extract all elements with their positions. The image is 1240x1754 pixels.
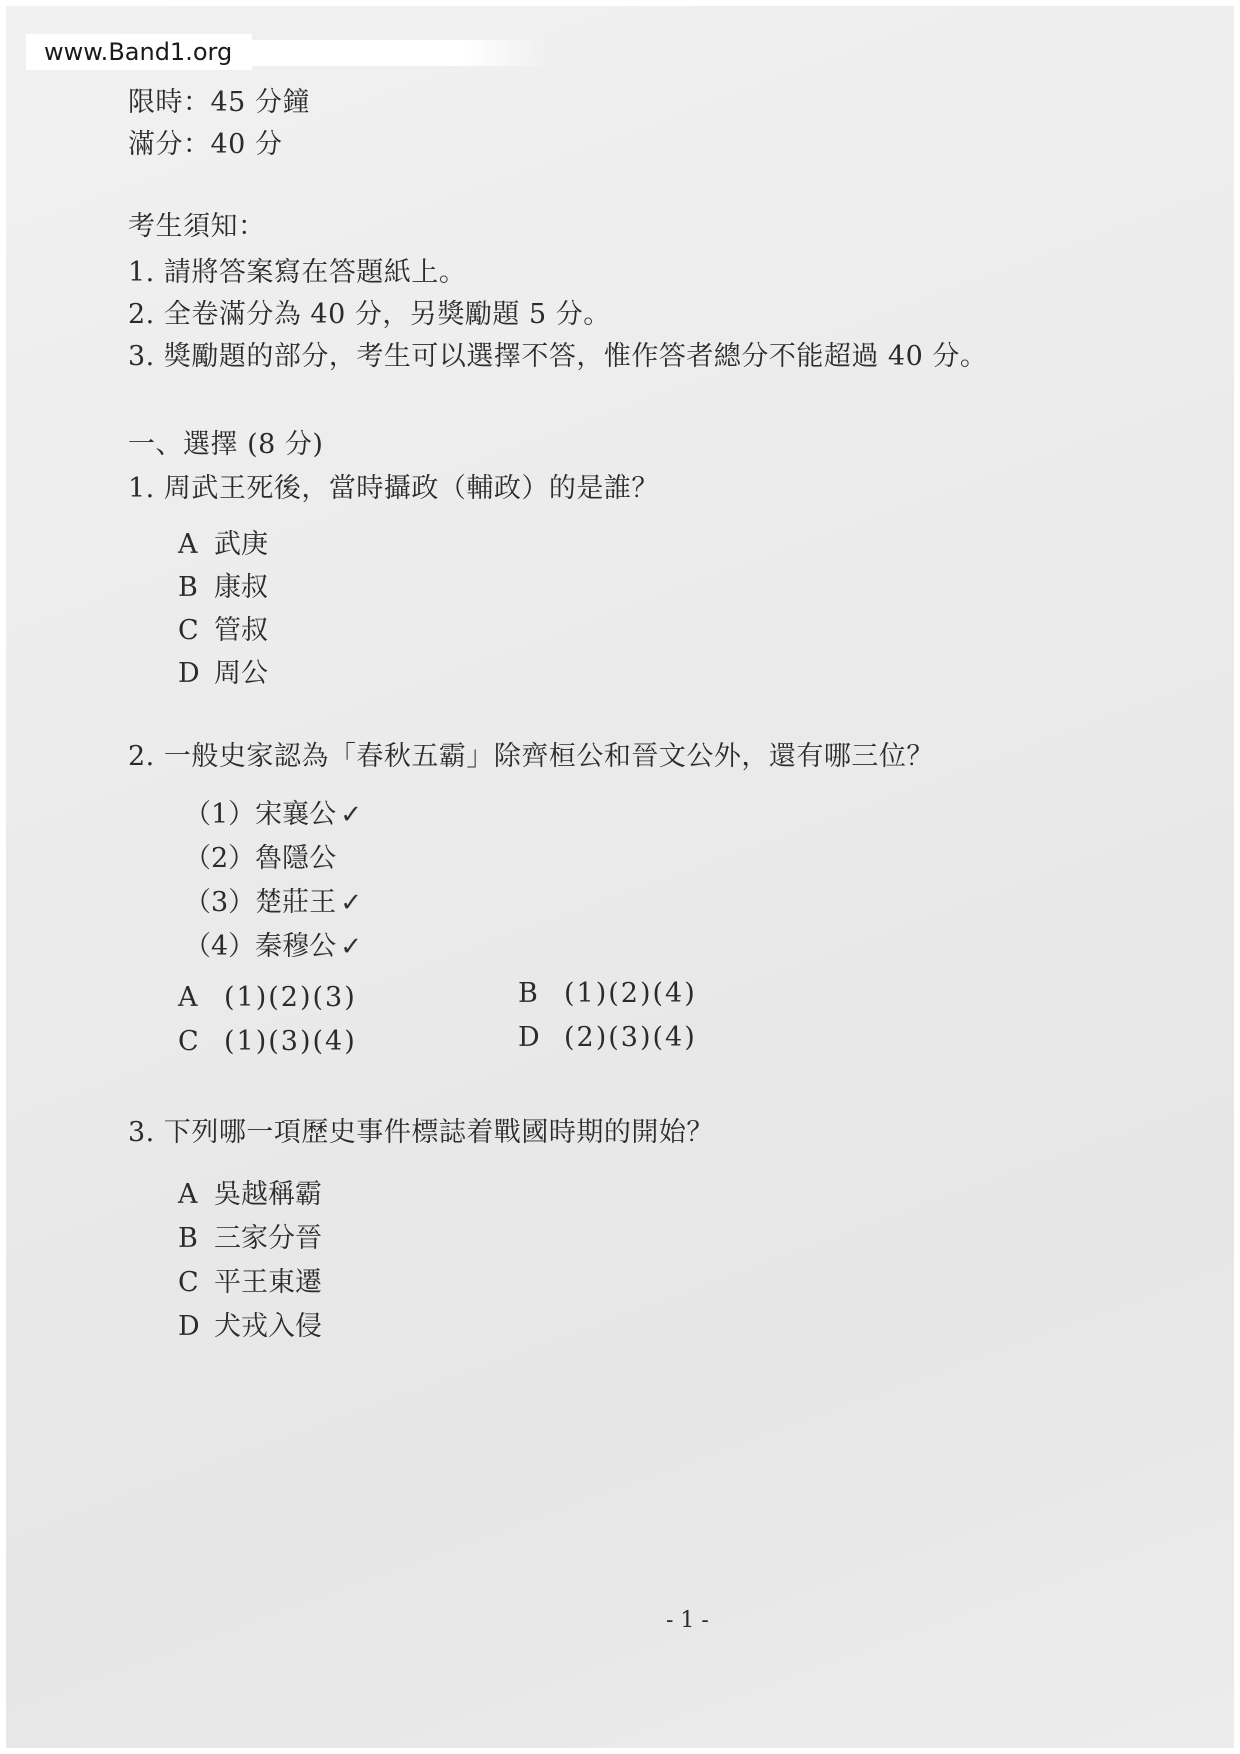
option-letter: C [178, 1267, 199, 1298]
option-text: 周公 [214, 658, 268, 689]
question-2-option-b [518, 978, 697, 1009]
option-letter: D [518, 1022, 542, 1053]
option-text: 平王東遷 [214, 1267, 322, 1298]
check-mark-icon: ✓ [340, 888, 362, 918]
option-letter: D [178, 1311, 200, 1342]
question-2-option-c [178, 1026, 357, 1057]
question-2-option-a [178, 982, 357, 1013]
question-2-item-3 [184, 880, 362, 919]
option-letter: B [178, 1223, 198, 1254]
item-text: （1）宋襄公 [184, 799, 337, 830]
item-text: （4）秦穆公 [184, 931, 337, 962]
question-1: 1. 周武王死後，當時攝政（輔政）的是誰？ [128, 473, 659, 504]
instruction-item: 2. 全卷滿分為 40 分，另獎勵題 5 分。 [128, 299, 611, 330]
question-2-item-1 [184, 792, 362, 831]
option-text: (1)(2)(4) [564, 978, 697, 1009]
question-2-item-2 [184, 836, 340, 875]
option-letter: B [518, 978, 540, 1009]
option-letter: D [178, 658, 200, 689]
full-marks: 滿分：40 分 [128, 129, 283, 160]
option-text: 犬戎入侵 [214, 1311, 322, 1342]
question-2-item-4 [184, 924, 362, 963]
question-3-option-d [178, 1304, 322, 1343]
page-number: - 1 - [666, 1608, 709, 1633]
option-text: (1)(2)(3) [224, 982, 357, 1013]
question-3-option-a [178, 1172, 322, 1211]
instruction-item: 3. 獎勵題的部分，考生可以選擇不答，惟作答者總分不能超過 40 分。 [128, 341, 988, 372]
item-text: （3）楚莊王 [184, 887, 337, 918]
question-3-option-c [178, 1260, 322, 1299]
exam-paper [6, 6, 1234, 1748]
option-letter: A [178, 529, 198, 560]
section-title: 一、選擇 (8 分) [128, 429, 324, 460]
question-1-option-d [178, 651, 268, 690]
option-text: 康叔 [214, 572, 268, 603]
time-limit: 限時：45 分鐘 [128, 87, 310, 118]
option-text: (2)(3)(4) [564, 1022, 697, 1053]
option-letter: A [178, 1179, 198, 1210]
option-letter: B [178, 572, 198, 603]
option-text: (1)(3)(4) [224, 1026, 357, 1057]
question-1-option-a [178, 522, 268, 561]
option-text: 管叔 [214, 615, 268, 646]
redacted-header [252, 40, 552, 66]
check-mark-icon: ✓ [340, 800, 362, 830]
option-letter: A [178, 982, 200, 1013]
question-1-option-c [178, 608, 268, 647]
option-letter: C [178, 1026, 201, 1057]
instructions-title: 考生須知： [128, 211, 266, 242]
question-2-option-d [518, 1022, 697, 1053]
question-3-option-b [178, 1216, 322, 1255]
question-2: 2. 一般史家認為「春秋五霸」除齊桓公和晉文公外，還有哪三位？ [128, 741, 934, 772]
option-letter: C [178, 615, 199, 646]
question-3: 3. 下列哪一項歷史事件標誌着戰國時期的開始？ [128, 1117, 714, 1148]
option-text: 吳越稱霸 [214, 1179, 322, 1210]
watermark-label: www.Band1.org [26, 34, 252, 70]
instruction-item: 1. 請將答案寫在答題紙上。 [128, 257, 467, 288]
check-mark-icon: ✓ [340, 932, 362, 962]
option-text: 三家分晉 [214, 1223, 322, 1254]
question-1-option-b [178, 565, 268, 604]
item-text: （2）魯隱公 [184, 843, 337, 874]
option-text: 武庚 [214, 529, 268, 560]
